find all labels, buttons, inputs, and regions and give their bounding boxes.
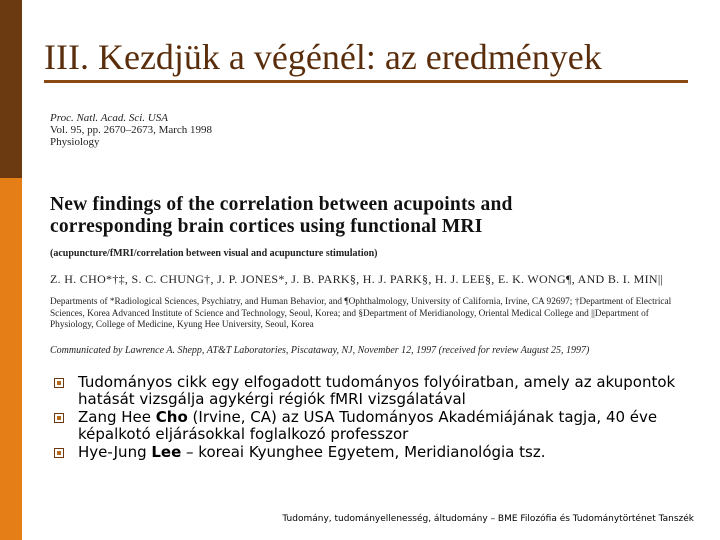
- square-bullet-icon: [54, 448, 64, 458]
- square-bullet-icon: [54, 378, 64, 388]
- slide-accent-bar-dark: [0, 0, 22, 178]
- bullet-text-rest: (Irvine, CA) az USA Tudományos Akadémiájának tagja, 40 éve képalkotó eljárásokkal foglalkozó professzor: [78, 408, 658, 443]
- slide-title: III. Kezdjük a végénél: az eredmények: [44, 37, 602, 77]
- bullet-item: [54, 444, 704, 461]
- paper-header-image: [50, 112, 690, 356]
- journal-name: Proc. Natl. Acad. Sci. USA: [50, 112, 168, 124]
- journal-section: Physiology: [50, 136, 100, 148]
- bullet-text-rest: – koreai Kyunghee Egyetem, Meridianológia tsz.: [181, 443, 546, 461]
- bullet-name-bold: Cho: [155, 408, 188, 426]
- paper-authors: Z. H. CHO*†‡, S. C. CHUNG†, J. P. JONES*, J. B. PARK§, H. J. PARK§, H. J. LEE§, E. K. WONG¶, AND B. I. MIN||: [50, 272, 664, 286]
- slide-accent-bar-light: [0, 178, 22, 540]
- title-underline: [44, 80, 688, 83]
- bullet-text: Zang Hee: [78, 408, 156, 426]
- bullet-list: [54, 374, 704, 462]
- bullet-text: Tudományos cikk egy elfogadott tudományos folyóiratban, amely az akupontok hatását vizsgálja agykérgi régiók fMRI vizsgálatával: [78, 373, 676, 408]
- paper-title: [50, 194, 690, 238]
- slide-footer: Tudomány, tudományellenesség, áltudomány – BME Filozófia és Tudománytörténet Tanszék: [282, 514, 694, 524]
- bullet-item: [54, 374, 704, 408]
- paper-keywords: (acupuncture/fMRI/correlation between visual and acupuncture stimulation): [50, 248, 378, 259]
- paper-title-line-1: New findings of the correlation between acupoints and: [50, 194, 513, 215]
- paper-title-line-2: corresponding brain cortices using functional MRI: [50, 216, 483, 237]
- bullet-name-bold: Lee: [151, 443, 182, 461]
- journal-citation: [50, 112, 690, 148]
- paper-communicated: Communicated by Lawrence A. Shepp, AT&T Laboratories, Piscataway, NJ, November 12, 1997 (received for review August 25, 1997): [50, 344, 590, 356]
- paper-affiliations: Departments of *Radiological Sciences, Psychiatry, and Human Behavior, and ¶Ophthalmology, University of California, Irvine, CA 92697; †Department of Electrical Sciences, Korea Advanced Institute of Science and Technology, Seoul, Korea; and §Department of Meridianology, Oriental Medical College and ||Department of Physiology, College of Medicine, Kyung Hee University, Seoul, Korea: [50, 297, 672, 330]
- square-bullet-icon: [54, 413, 64, 423]
- bullet-text: Hye-Jung: [78, 443, 152, 461]
- bullet-item: [54, 409, 704, 443]
- journal-volume: Vol. 95, pp. 2670–2673, March 1998: [50, 124, 213, 136]
